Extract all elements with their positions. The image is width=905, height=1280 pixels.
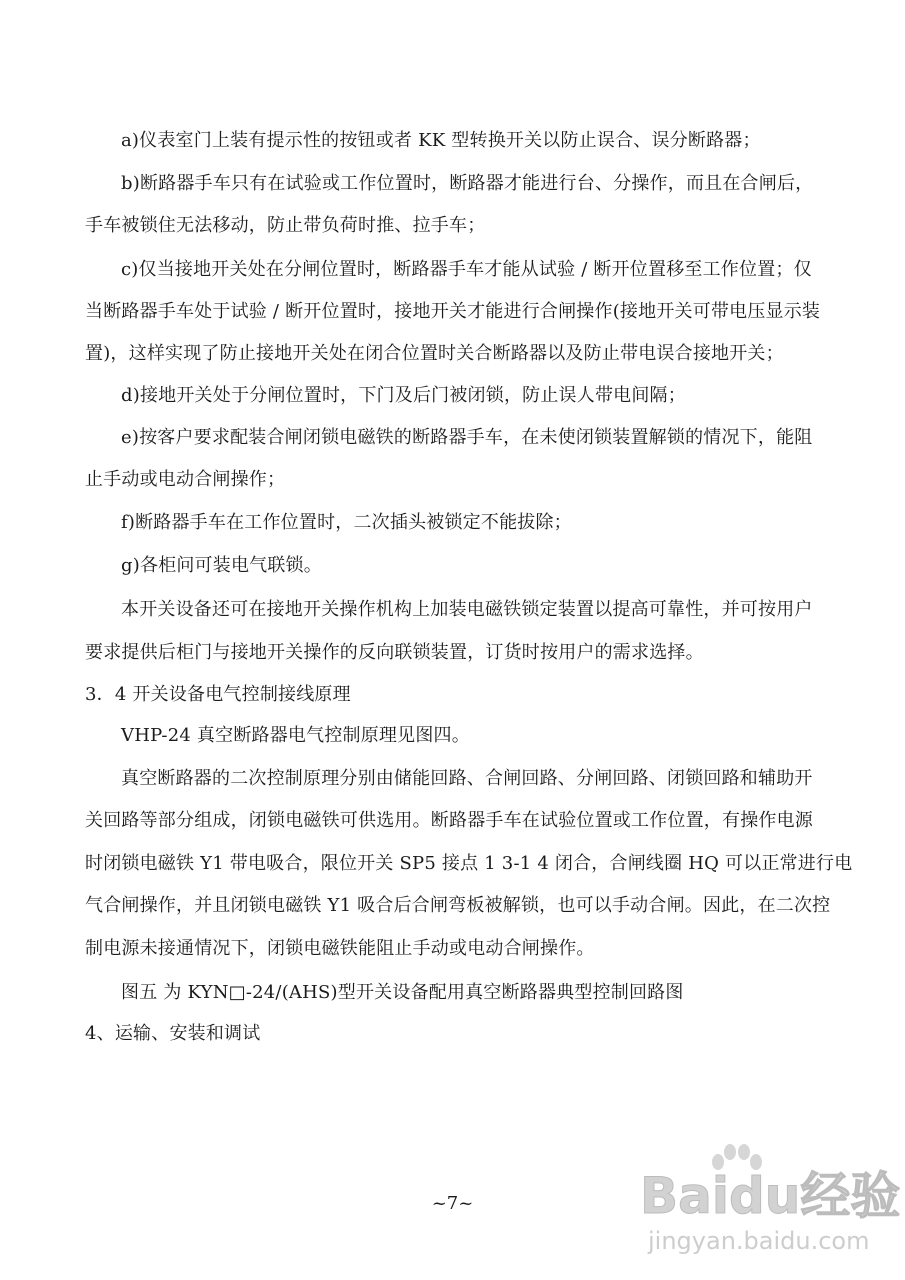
watermark-logo: Baidu经验 (640, 1167, 901, 1225)
text-line: f)断路器手车在工作位置时，二次插头被锁定不能拔除； (121, 512, 572, 533)
text-line: 置)，这样实现了防止接地开关处在闭合位置时关合断路器以及防止带电误合接地开关； (85, 343, 784, 364)
text-line: 手车被锁住无法移动，防止带负荷时推、拉手车； (85, 215, 486, 236)
text-line: d)接地开关处于分闸位置时，下门及后门被闭锁，防止误人带电间隔； (121, 385, 686, 406)
text-line: b)断路器手车只有在试验或工作位置时，断路器才能进行台、分操作，而且在合闸后， (121, 173, 814, 194)
text-line: 关回路等部分组成，闭锁电磁铁可供选用。断路器手车在试验位置或工作位置，有操作电源 (85, 810, 813, 831)
text-line: 真空断路器的二次控制原理分别由储能回路、合闸回路、分闸回路、闭锁回路和辅助开 (121, 768, 813, 789)
figure-caption: 图五 为 KYN□-24/(AHS)型开关设备配用真空断路器典型控制回路图 (121, 982, 684, 1003)
text-line: 制电源未接通情况下，闭锁电磁铁能阻止手动或电动合闸操作。 (85, 938, 595, 959)
watermark-url: jingyan.baidu.com (648, 1227, 870, 1255)
section-heading: 3．4 开关设备电气控制接线原理 (85, 684, 351, 705)
text-line: a)仪表室门上装有提示性的按钮或者 KK 型转换开关以防止误合、误分断路器； (121, 130, 761, 151)
baidu-jingyan-watermark (640, 1140, 901, 1270)
page-number: ~7~ (431, 1193, 474, 1214)
text-line: c)仅当接地开关处在分闸位置时，断路器手车才能从试验 / 断开位置移至工作位置；仅 (121, 259, 812, 280)
text-line: 气合闸操作，并且闭锁电磁铁 Y1 吸合后合闸弯板被解锁，也可以手动合闸。因此，在二次控 (85, 895, 831, 916)
text-line: 当断路器手车处于试验 / 断开位置时，接地开关才能进行合闸操作(接地开关可带电压显示装 (85, 301, 821, 322)
text-line: 止手动或电动合闸操作； (85, 469, 286, 490)
text-line: g)各柜问可装电气联锁。 (121, 555, 322, 576)
text-line: e)按客户要求配装合闸闭锁电磁铁的断路器手车，在未使闭锁装置解锁的情况下，能阻 (121, 427, 813, 448)
text-line: 要求提供后柜门与接地开关操作的反向联锁装置，订货时按用户的需求选择。 (85, 642, 704, 663)
text-line: 本开关设备还可在接地开关操作机构上加装电磁铁锁定装置以提高可靠性，并可按用户 (121, 599, 813, 620)
section-heading: 4、运输、安装和调试 (85, 1023, 261, 1044)
text-line: 时闭锁电磁铁 Y1 带电吸合，限位开关 SP5 接点 1 3-1 4 闭合，合闸线圈 HQ 可以正常进行电 (85, 853, 853, 874)
text-line: VHP-24 真空断路器电气控制原理见图四。 (121, 725, 470, 746)
